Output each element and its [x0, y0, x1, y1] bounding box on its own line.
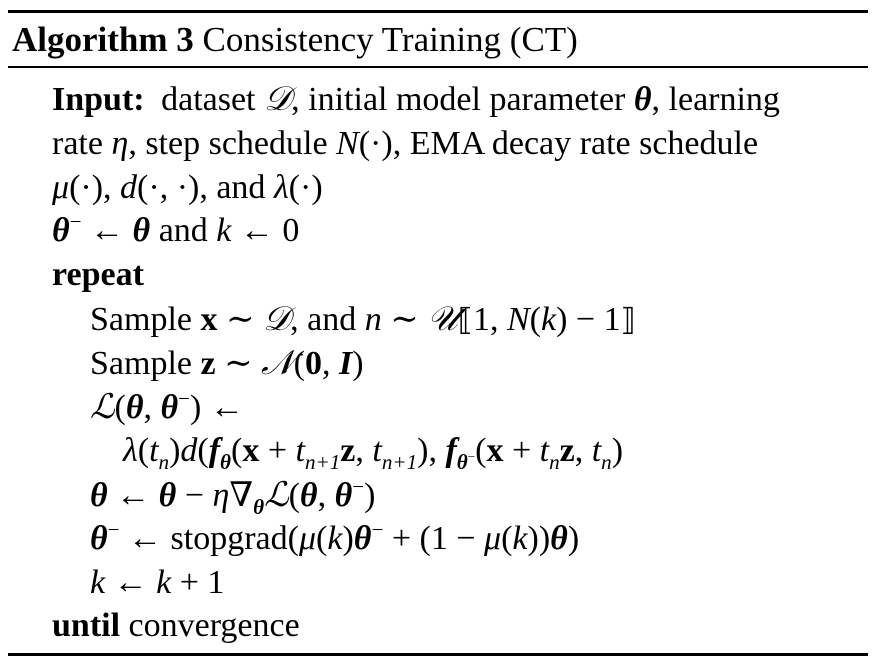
- sample-z-line: Sample z ∼ 𝒩(0, I): [90, 343, 364, 383]
- input-line-1: Input: dataset 𝒟, initial model parameter θ, learning: [52, 79, 780, 119]
- input-line-3: μ(·), d(·, ·), and λ(·): [52, 169, 323, 206]
- input-keyword: Input:: [52, 81, 145, 118]
- bottom-rule: [8, 653, 868, 656]
- init-line: θ− ← θ and k ← 0: [52, 209, 300, 249]
- until-condition: convergence: [128, 607, 300, 644]
- input-line-2: rate η, step schedule N(·), EMA decay rate schedule: [52, 125, 759, 162]
- algorithm-number: Algorithm 3: [12, 20, 194, 59]
- ema-line: θ− ← stopgrad(μ(k)θ− + (1 − μ(k))θ): [90, 517, 580, 557]
- repeat-keyword-line: [52, 253, 144, 297]
- loss-body-line: $\lambda(t_n)d(f_\theta(x + t_{n+1}z$, $t_{n+1}$), $f_{\theta^-}(x + t_nz$, $t_n$): [123, 432, 624, 474]
- repeat-keyword: repeat: [52, 256, 144, 293]
- until-line: [52, 604, 300, 648]
- update-line: θ ← $\theta - \eta\nabla_\theta ℒ(\theta$, θ−): [90, 474, 376, 519]
- title-rule: [8, 66, 868, 68]
- sample-x-line: Sample x ∼ 𝒟, and n ∼ 𝒰⟦1, N(k) − 1⟧: [90, 299, 636, 339]
- until-keyword: until: [52, 607, 121, 644]
- increment-line: k ← k + 1: [90, 564, 225, 601]
- top-rule: [8, 10, 868, 13]
- loss-def-line: ℒ(θ, θ−) ←: [90, 386, 244, 427]
- algorithm-name: Consistency Training (CT): [202, 20, 578, 59]
- algorithm-title: [12, 17, 578, 63]
